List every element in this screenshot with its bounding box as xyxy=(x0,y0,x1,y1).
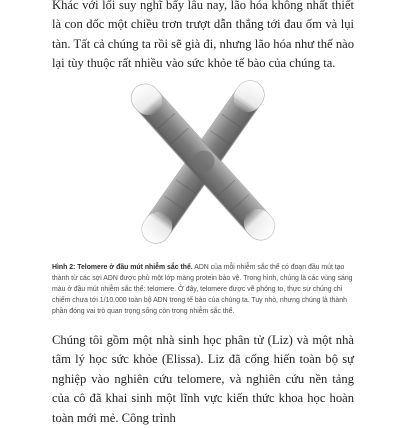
body-paragraph-bottom: Chúng tôi gồm một nhà sinh học phân tử (Liz) và một nhà tâm lý học sức khỏe (Elissa). Liz đã cống hiến toàn bộ sự nghiệp vào nghiên cứu telomere, và nghiên cứu nền tảng của cô đã khai sinh một lĩnh vực kiến thức khoa học hoàn toàn mới mẻ. Công trình xyxy=(52,333,354,425)
chromosome-illustration xyxy=(52,70,354,250)
figure-caption-title: Hình 2: Telomere ở đầu mút nhiễm sắc thể. xyxy=(52,264,193,271)
chromosome-figure xyxy=(52,70,354,250)
figure-caption xyxy=(52,262,354,317)
figure-caption-text: ADN của mỗi nhiễm sắc thể có đoạn đầu mút tạo thành từ các sợi ADN được phủ một lớp màng protein bảo vệ. Trong hình, chúng là các vùng sáng màu ở đầu mút nhiễm sắc thể: telomere. Ở đây, telomere được vẽ phóng to, thực sự chúng chỉ chiếm chưa tới 1/10.000 toàn bộ ADN trong tế bào của chúng ta. Tuy nhỏ, nhưng chúng là thành phần đóng vai trò quan trọng sống còn trong nhiễm sắc thể. xyxy=(52,264,353,316)
body-paragraph-top: Khác với lối suy nghĩ bấy lâu nay, lão hóa không nhất thiết là con dốc một chiều trơn trượt dẫn thẳng tới đau ốm và lụi tàn. Tất cả chúng ta rồi sẽ già đi, nhưng lão hóa như thế nào lại tùy thuộc rất nhiều vào sức khỏe tế bào của chúng ta. xyxy=(52,0,354,71)
